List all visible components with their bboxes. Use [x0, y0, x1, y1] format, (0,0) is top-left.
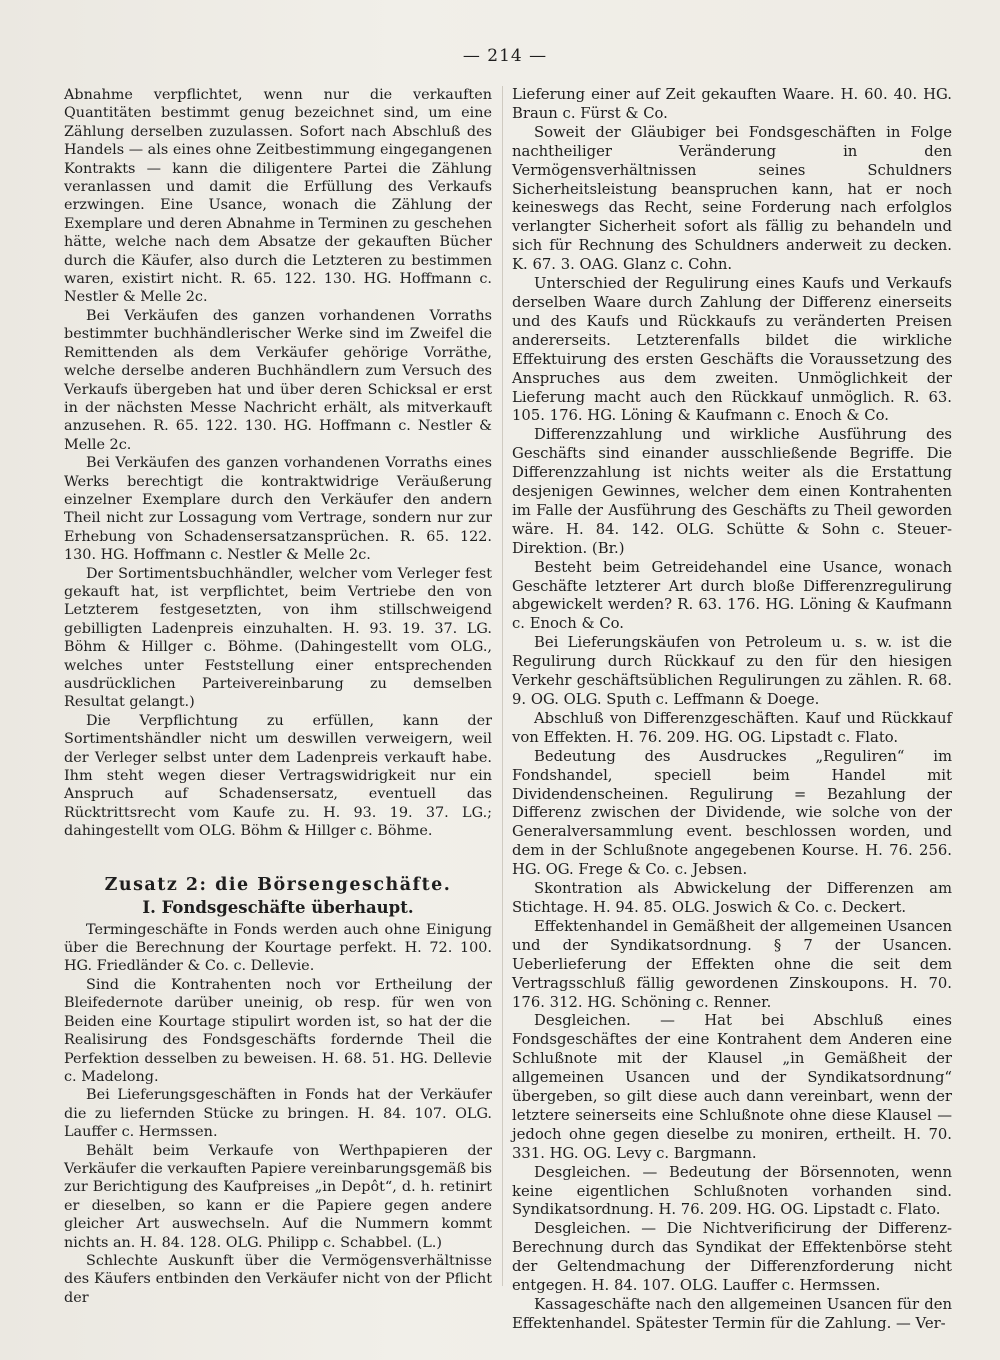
- section-spacer: [64, 841, 492, 873]
- paragraph: Soweit der Gläubiger bei Fondsgeschäften in Folge nachtheiliger Veränderung in den Vermögensverhältnissen seines Schuldners Sicherheitsleistung beanspruchen kann, hat er noch keineswegs das Recht, seine Forderung nach erfolglos verlangter Sicherheit sofort als fällig zu behandeln und sich für Rechnung des Schuldners anderweit zu decken. K. 67. 3. OAG. Glanz c. Cohn.: [512, 123, 952, 274]
- paragraph: Bei Verkäufen des ganzen vorhandenen Vorraths eines Werks berechtigt die kontraktwidrige Veräußerung einzelner Exemplare durch den Verkäufer den andern Theil nicht zur Lossagung vom Vertrage, sondern nur zur Erhebung von Schadensersatzansprüchen. R. 65. 122. 130. HG. Hoffmann c. Nestler & Melle 2c.: [64, 455, 492, 564]
- paragraph: Bei Verkäufen des ganzen vorhandenen Vorraths bestimmter buchhändlerischer Werke sind im Zweifel die Remittenden als dem Verkäufer gehörige Vorräthe, welche derselbe anderen Buchhändlern zum Versuch des Verkaufs übergeben hat und über deren Schicksal er erst in der nächsten Messe Nachricht erhält, als mitverkauft anzusehen. R. 65. 122. 130. HG. Hoffmann c. Nestler & Melle 2c.: [64, 307, 492, 453]
- column-divider: [502, 86, 503, 1286]
- paragraph: Abnahme verpflichtet, wenn nur die verkauften Quantitäten bestimmt genug bezeichnet sind, um eine Zählung derselben zuzulassen. Sofort nach Abschluß des Handels — als eines ohne Zeitbestimmung eingegangenen Kontrakts — kann die diligentere Partei die Zählung veranlassen und damit die Erfüllung des Verkaufs erzwingen. Eine Usance, wonach die Zählung der Exemplare und deren Abnahme in Terminen zu geschehen hätte, welche nach dem Absatze der gekauften Bücher durch die Käufer, also durch die Letzteren zu bestimmen waren, existirt nicht. R. 65. 122. 130. HG. Hoffmann c. Nestler & Melle 2c.: [64, 87, 492, 306]
- paragraph: Desgleichen. — Hat bei Abschluß eines Fondsgeschäftes der eine Kontrahent dem Anderen eine Schlußnote mit der Klausel „in Gemäßheit der allgemeinen Usancen und der Syndikatsordnung“ übergeben, so gilt diese auch dann vereinbart, wenn der letztere seinerseits eine Schlußnote ohne diese Klausel — jedoch ohne gegen dieselbe zu moniren, ertheilt. H. 70. 331. HG. OG. Levy c. Bargmann.: [512, 1012, 952, 1162]
- paragraph: Effektenhandel in Gemäßheit der allgemeinen Usancen und der Syndikatsordnung. § 7 der Usancen. Ueberlieferung der Effekten ohne die seit dem Vertragsschluß fällig gewordenen Zinskoupons. H. 70. 176. 312. HG. Schöning c. Renner.: [512, 917, 952, 1011]
- paragraph: Desgleichen. — Die Nichtverificirung der Differenz-Berechnung durch das Syndikat der Effektenbörse steht der Geltendmachung der Differenzforderung nicht entgegen. H. 84. 107. OLG. Lauffer c. Hermssen.: [512, 1220, 952, 1295]
- paragraph: Besteht beim Getreidehandel eine Usance, wonach Geschäfte letzterer Art durch bloße Differenzregulirung abgewickelt werden? R. 63. 176. HG. Löning & Kaufmann c. Enoch & Co.: [512, 558, 952, 633]
- paragraph: Skontration als Abwickelung der Differenzen am Stichtage. H. 94. 85. OLG. Joswich & Co. c. Deckert.: [512, 880, 952, 916]
- paragraph: Die Verpflichtung zu erfüllen, kann der Sortimentshändler nicht um deswillen verweigern, weil der Verleger selbst unter dem Ladenpreis verkauft habe. Ihm steht wegen dieser Vertragswidrigkeit nur ein Anspruch auf Schadensersatz, eventuell das Rücktrittsrecht vom Kaufe zu. H. 93. 19. 37. LG.; dahingestellt vom OLG. Böhm & Hillger c. Böhme.: [64, 712, 492, 840]
- paragraph: Abschluß von Differenzgeschäften. Kauf und Rückkauf von Effekten. H. 76. 209. HG. OG. Lipstadt c. Flato.: [512, 709, 952, 746]
- paragraph: Unterschied der Regulirung eines Kaufs und Verkaufs derselben Waare durch Zahlung der Differenz einerseits und des Kaufs und Rückkaufs zu veränderten Preisen andererseits. Letzterenfalls bildet die wirkliche Effektuirung des ersten Geschäfts die Voraussetzung des Anspruches aus dem zweiten. Unmöglichkeit der Lieferung macht auch den Rückkauf unmöglich. R. 63. 105. 176. HG. Löning & Kaufmann c. Enoch & Co.: [512, 275, 952, 425]
- page-number: — 214 —: [462, 46, 548, 66]
- paragraph: Desgleichen. — Bedeutung der Börsennoten, wenn keine eigentlichen Schlußnoten vorhanden sind. Syndikatsordnung. H. 76. 209. HG. OG. Lipstadt c. Flato.: [512, 1163, 952, 1219]
- paragraph: Kassageschäfte nach den allgemeinen Usancen für den Effektenhandel. Spätester Termin für die Zahlung. — Ver-: [512, 1296, 952, 1332]
- paragraph: Bei Lieferungsgeschäften in Fonds hat der Verkäufer die zu liefernden Stücke zu bringen. H. 84. 107. OLG. Lauffer c. Hermssen.: [64, 1087, 492, 1141]
- subsection-heading: I. Fondsgeschäfte überhaupt.: [142, 897, 414, 917]
- paragraph: Differenzzahlung und wirkliche Ausführung des Geschäfts sind einander ausschließende Begriffe. Die Differenzzahlung ist nichts weiter als die Erstattung desjenigen Gewinnes, welcher dem einen Kontrahenten im Falle der Ausführung des Geschäfts zu Theil geworden wäre. H. 84. 142. OLG. Schütte & Sohn c. Steuer-Direktion. (Br.): [512, 426, 952, 557]
- paragraph: Bedeutung des Ausdruckes „Reguliren“ im Fondshandel, speciell beim Handel mit Dividendenscheinen. Regulirung = Bezahlung der Differenz zwischen der Dividende, wie solche von der Generalversammlung event. beschlossen worden, und dem in der Schlußnote angegebenen Kourse. H. 76. 256. HG. OG. Frege & Co. c. Jebsen.: [512, 747, 952, 879]
- paragraph: Behält beim Verkaufe von Werthpapieren der Verkäufer die verkauften Papiere vereinbarungsgemäß bis zur Berichtigung des Kaufpreises „in Depôt“, d. h. retinirt er dieselben, so kann er die Papiere gegen andere gleicher Art auswechseln. Auf die Nummern kommt nichts an. H. 84. 128. OLG. Philipp c. Schabbel. (L.): [64, 1142, 492, 1251]
- paragraph: Der Sortimentsbuchhändler, welcher vom Verleger fest gekauft hat, ist verpflichtet, beim Vertriebe den von Letzterem festgesetzten, von ihm stillschweigend gebilligten Ladenpreis einzuhalten. H. 93. 19. 37. LG. Böhm & Hillger c. Böhme. (Dahingestellt vom OLG., welches unter Feststellung einer entsprechenden ausdrücklichen Parteivereinbarung zu demselben Resultat gelangt.): [64, 565, 492, 711]
- left-column: [64, 86, 492, 1307]
- paragraph: Termingeschäfte in Fonds werden auch ohne Einigung über die Berechnung der Kourtage perfekt. H. 72. 100. HG. Friedländer & Co. c. Dellevie.: [64, 921, 492, 975]
- paragraph: Sind die Kontrahenten noch vor Ertheilung der Bleifedernote darüber uneinig, ob resp. für wen von Beiden eine Kourtage stipulirt worden ist, so hat der die Realisirung des Fondsgeschäfts fordernde Theil die Perfektion desselben zu beweisen. H. 68. 51. HG. Dellevie c. Madelong.: [64, 976, 492, 1085]
- paragraph: Lieferung einer auf Zeit gekauften Waare. H. 60. 40. HG. Braun c. Fürst & Co.: [512, 86, 952, 122]
- section-heading: Zusatz 2: die Börsengeschäfte.: [104, 874, 452, 895]
- right-column: [512, 86, 952, 1334]
- paragraph: Schlechte Auskunft über die Vermögensverhältnisse des Käufers entbinden den Verkäufer nicht von der Pflicht der: [64, 1252, 492, 1306]
- paragraph: Bei Lieferungskäufen von Petroleum u. s. w. ist die Regulirung durch Rückkauf zu den für den hiesigen Verkehr geschäftsüblichen Regulirungen zu zählen. R. 68. 9. OG. OLG. Sputh c. Leffmann & Doege.: [512, 634, 952, 708]
